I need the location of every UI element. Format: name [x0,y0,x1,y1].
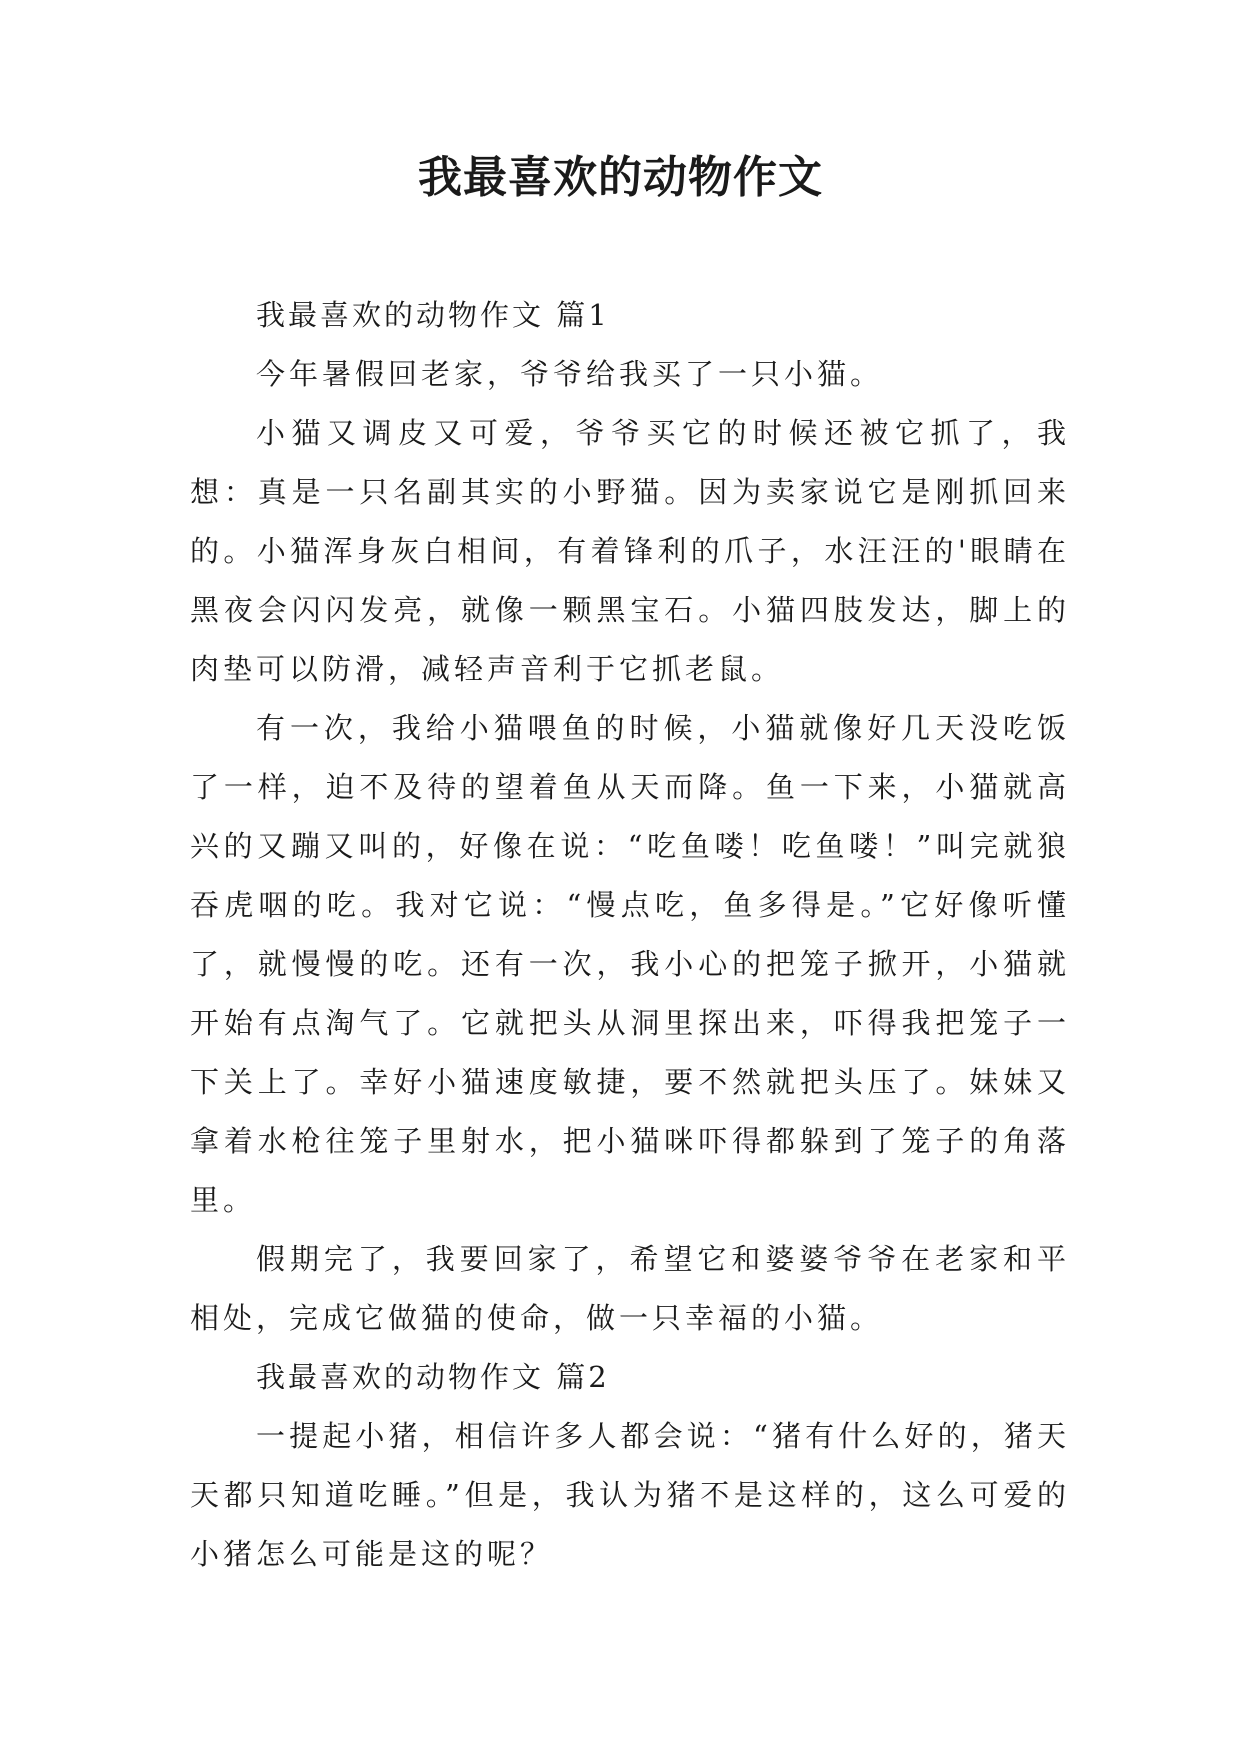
section-heading-2: 我最喜欢的动物作文 篇2 [256,1360,610,1394]
document-body [190,286,1070,1584]
paragraph: 假期完了，我要回家了，希望它和婆婆爷爷在老家和平相处，完成它做猫的使命，做一只幸福的小猫。 [190,1242,1070,1335]
paragraph: 小猫又调皮又可爱，爷爷买它的时候还被它抓了，我想：真是一只名副其实的小野猫。因为卖家说它是刚抓回来的。小猫浑身灰白相间，有着锋利的爪子，水汪汪的'眼睛在黑夜会闪闪发亮，就像一颗黑宝石。小猫四肢发达，脚上的肉垫可以防滑，减轻声音利于它抓老鼠。 [190,416,1070,686]
document-title: 我最喜欢的动物作文 [418,152,823,203]
section-heading-1: 我最喜欢的动物作文 篇1 [256,298,610,332]
paragraph: 有一次，我给小猫喂鱼的时候，小猫就像好几天没吃饭了一样，迫不及待的望着鱼从天而降。鱼一下来，小猫就高兴的又蹦又叫的，好像在说：“吃鱼喽！吃鱼喽！”叫完就狼吞虎咽的吃。我对它说：“慢点吃，鱼多得是。”它好像听懂了，就慢慢的吃。还有一次，我小心的把笼子掀开，小猫就开始有点淘气了。它就把头从洞里探出来，吓得我把笼子一下关上了。幸好小猫速度敏捷，要不然就把头压了。妹妹又拿着水枪往笼子里射水，把小猫咪吓得都躲到了笼子的角落里。 [190,711,1070,1217]
paragraph: 一提起小猪，相信许多人都会说：“猪有什么好的，猪天天都只知道吃睡。”但是，我认为猪不是这样的，这么可爱的小猪怎么可能是这的呢？ [190,1419,1070,1571]
paragraph: 今年暑假回老家，爷爷给我买了一只小猫。 [256,357,884,391]
